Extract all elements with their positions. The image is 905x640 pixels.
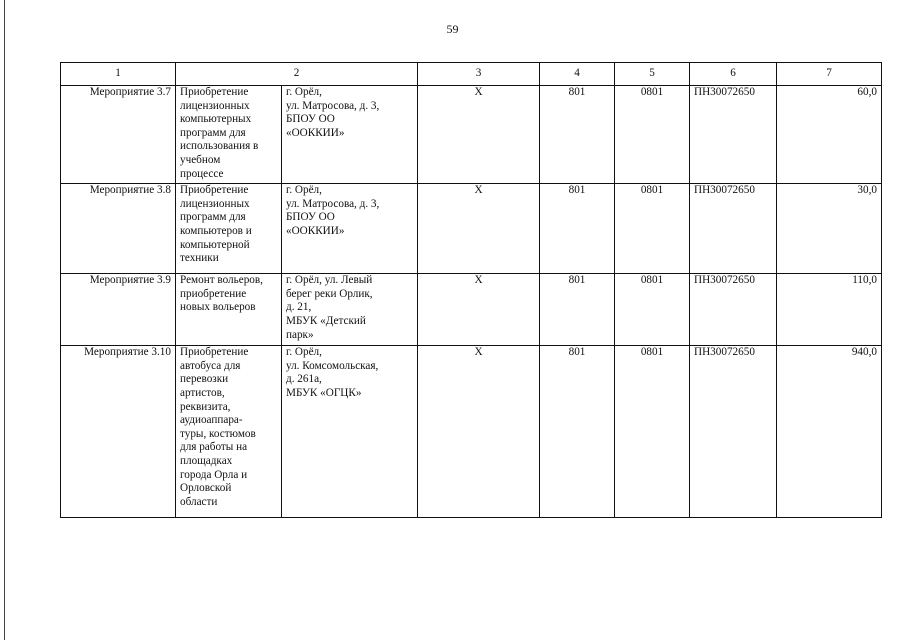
location-cell-line: ул. Комсомольская, bbox=[286, 359, 379, 372]
header-cell: 3 bbox=[418, 63, 540, 86]
col4-cell: 801 bbox=[540, 274, 615, 346]
location-cell bbox=[282, 274, 418, 346]
amount-cell: 30,0 bbox=[777, 184, 882, 274]
description-cell-line: площадках bbox=[180, 454, 233, 467]
col4-cell: 801 bbox=[540, 86, 615, 184]
col6-cell: ПН30072650 bbox=[690, 274, 777, 346]
description-cell bbox=[176, 184, 282, 274]
description-cell-line: техники bbox=[180, 252, 219, 265]
location-cell bbox=[282, 346, 418, 518]
amount-cell: 60,0 bbox=[777, 86, 882, 184]
col3-cell: Х bbox=[418, 274, 540, 346]
description-cell-line: туры, костюмов bbox=[180, 427, 256, 440]
description-cell-line: артистов, bbox=[180, 386, 225, 399]
col3-cell: Х bbox=[418, 86, 540, 184]
description-cell-line: учебном bbox=[180, 153, 221, 166]
event-cell: Мероприятие 3.10 bbox=[61, 346, 176, 518]
header-row bbox=[61, 63, 882, 86]
location-cell-line: г. Орёл, bbox=[286, 346, 322, 359]
amount-cell: 940,0 bbox=[777, 346, 882, 518]
col3-cell: Х bbox=[418, 346, 540, 518]
description-cell-line: программ для bbox=[180, 211, 246, 224]
description-cell-line: Приобретение bbox=[180, 184, 249, 197]
header-cell: 4 bbox=[540, 63, 615, 86]
location-cell-line: берег реки Орлик, bbox=[286, 287, 373, 300]
description-cell-line: приобретение bbox=[180, 287, 247, 300]
col5-cell: 0801 bbox=[615, 274, 690, 346]
col5-cell: 0801 bbox=[615, 346, 690, 518]
amount-cell: 110,0 bbox=[777, 274, 882, 346]
event-cell: Мероприятие 3.9 bbox=[61, 274, 176, 346]
table-row bbox=[61, 346, 882, 518]
description-cell-line: перевозки bbox=[180, 373, 229, 386]
col5-cell: 0801 bbox=[615, 86, 690, 184]
location-cell bbox=[282, 184, 418, 274]
description-cell-line: Приобретение bbox=[180, 346, 249, 359]
col6-cell: ПН30072650 bbox=[690, 86, 777, 184]
location-cell bbox=[282, 86, 418, 184]
header-cell: 5 bbox=[615, 63, 690, 86]
location-cell-line: парк» bbox=[286, 328, 314, 341]
description-cell-line: автобуса для bbox=[180, 359, 241, 372]
description-cell-line: Орловской bbox=[180, 482, 232, 495]
location-cell-line: «ООККИИ» bbox=[286, 126, 345, 139]
description-cell-line: лицензионных bbox=[180, 99, 250, 112]
header-cell: 6 bbox=[690, 63, 777, 86]
location-cell-line: г. Орёл, ул. Левый bbox=[286, 274, 373, 287]
page-number: 59 bbox=[446, 22, 459, 36]
table-row bbox=[61, 184, 882, 274]
col6-cell: ПН30072650 bbox=[690, 184, 777, 274]
budget-table bbox=[60, 62, 882, 518]
description-cell-line: Приобретение bbox=[180, 86, 249, 98]
description-cell-line: компьютерной bbox=[180, 238, 250, 251]
header-cell: 7 bbox=[777, 63, 882, 86]
description-cell bbox=[176, 346, 282, 518]
description-cell-line: города Орла и bbox=[180, 468, 248, 481]
location-cell-line: ул. Матросова, д. 3, bbox=[286, 99, 380, 112]
col6-cell: ПН30072650 bbox=[690, 346, 777, 518]
table-row bbox=[61, 86, 882, 184]
location-cell-line: г. Орёл, bbox=[286, 184, 322, 197]
scan-edge-line bbox=[4, 0, 5, 640]
location-cell-line: МБУК «Детский bbox=[286, 314, 366, 327]
location-cell-line: БПОУ ОО bbox=[286, 211, 335, 224]
location-cell-line: д. 261а, bbox=[286, 373, 322, 386]
location-cell-line: «ООККИИ» bbox=[286, 224, 345, 237]
location-cell-line: г. Орёл, bbox=[286, 86, 322, 98]
description-cell-line: программ для bbox=[180, 126, 246, 139]
description-cell-line: компьютеров и bbox=[180, 224, 252, 237]
description-cell bbox=[176, 274, 282, 346]
description-cell-line: использования в bbox=[180, 140, 259, 153]
header-cell: 2 bbox=[176, 63, 418, 86]
description-cell-line: лицензионных bbox=[180, 197, 250, 210]
location-cell-line: МБУК «ОГЦК» bbox=[286, 386, 362, 399]
col5-cell: 0801 bbox=[615, 184, 690, 274]
description-cell-line: области bbox=[180, 495, 218, 508]
description-cell-line: Ремонт вольеров, bbox=[180, 274, 263, 287]
header-cell: 1 bbox=[61, 63, 176, 86]
location-cell-line: д. 21, bbox=[286, 301, 312, 314]
description-cell bbox=[176, 86, 282, 184]
event-cell: Мероприятие 3.7 bbox=[61, 86, 176, 184]
description-cell-line: для работы на bbox=[180, 441, 248, 454]
location-cell-line: БПОУ ОО bbox=[286, 113, 335, 126]
description-cell-line: аудиоаппара- bbox=[180, 414, 243, 427]
location-cell-line: ул. Матросова, д. 3, bbox=[286, 197, 380, 210]
table-row bbox=[61, 274, 882, 346]
description-cell-line: реквизита, bbox=[180, 400, 231, 413]
col4-cell: 801 bbox=[540, 346, 615, 518]
col3-cell: Х bbox=[418, 184, 540, 274]
description-cell-line: процессе bbox=[180, 167, 224, 180]
event-cell: Мероприятие 3.8 bbox=[61, 184, 176, 274]
description-cell-line: компьютерных bbox=[180, 113, 252, 126]
col4-cell: 801 bbox=[540, 184, 615, 274]
description-cell-line: новых вольеров bbox=[180, 301, 256, 314]
